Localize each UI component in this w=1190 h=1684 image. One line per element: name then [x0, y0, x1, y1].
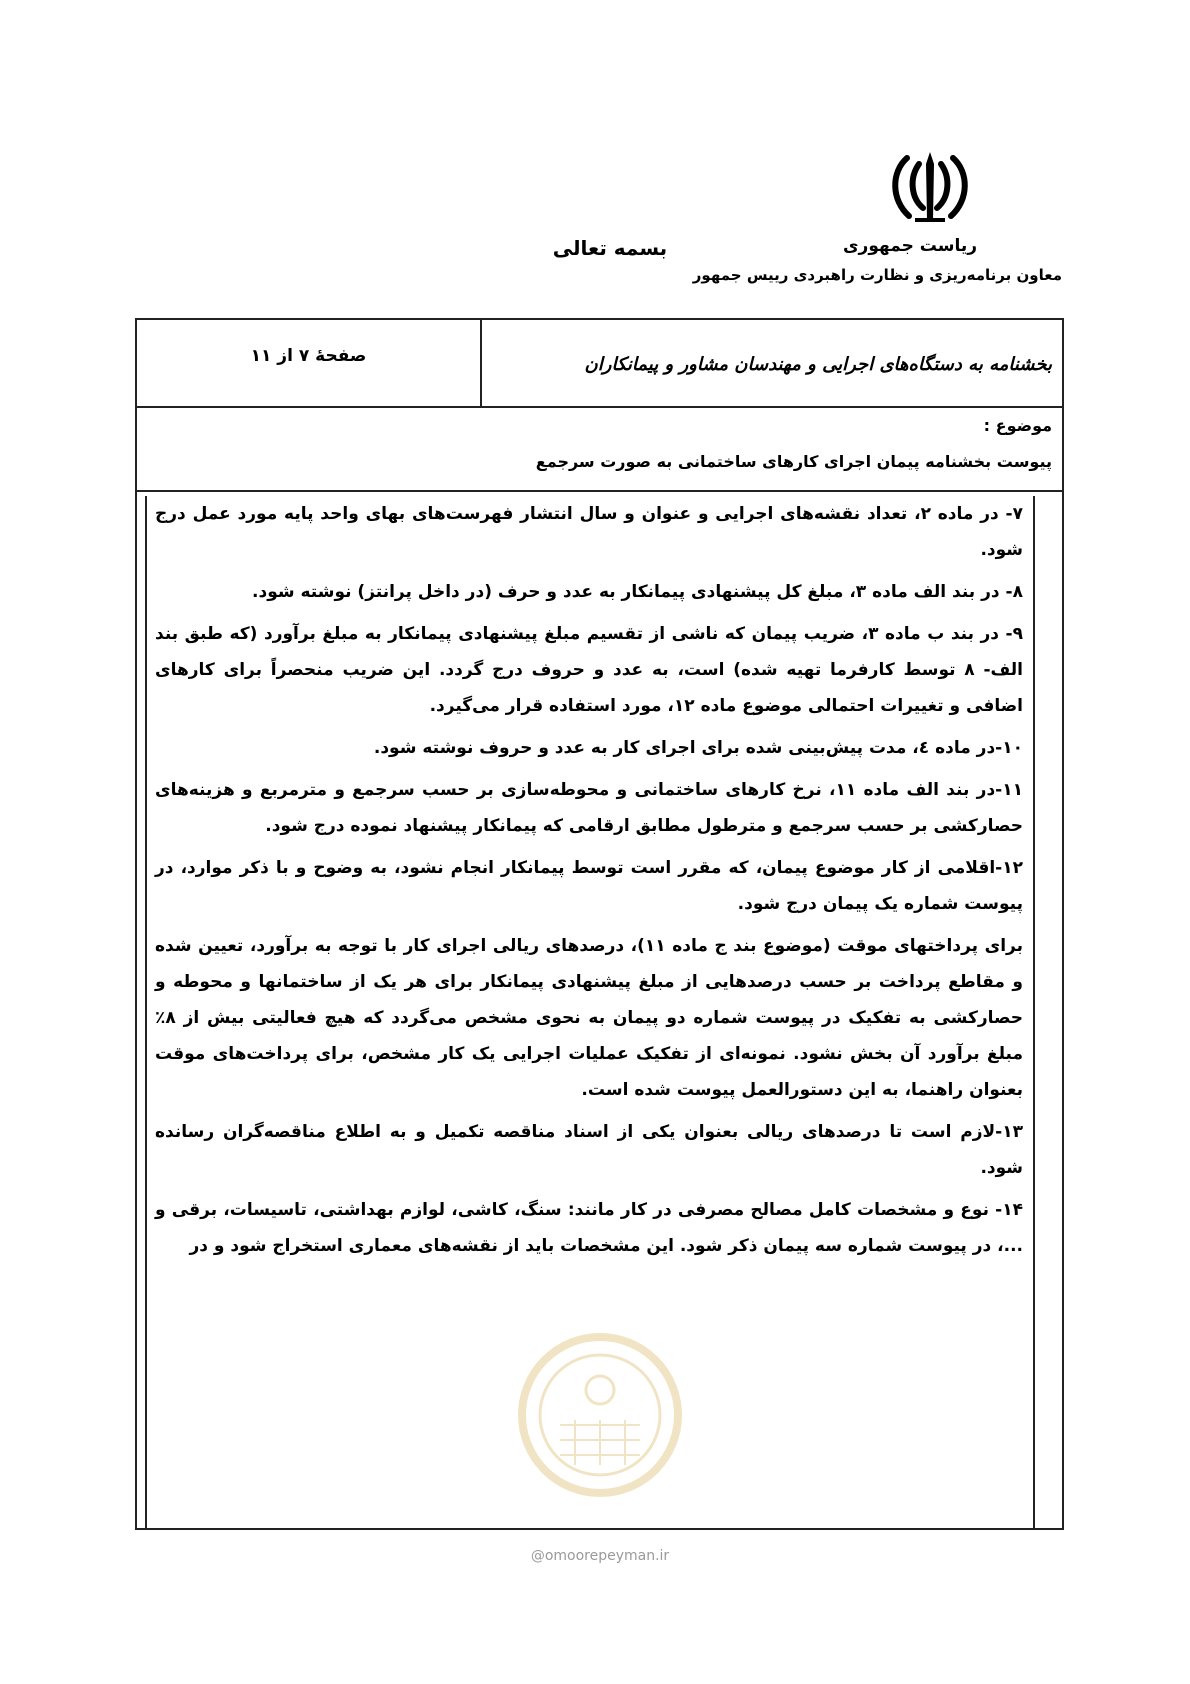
subject-label: موضوع : [983, 416, 1052, 435]
paragraph-temporary-payments: برای پرداختهای موقت (موضوع بند ج ماده ۱۱)، درصدهای ریالی اجرای کار با توجه به برآورد، تعیین شده و مقاطع پرداخت بر حسب درصدهایی از مبلغ پیشنهادی پیمانکار برای هر یک از ساختمانها و محوطه و حصارکشی به تفکیک در پیوست شماره دو پیمان به نحوی مشخص می‌گردد که هیچ فعالیتی بیش از ۸٪ مبلغ برآورد آن بخش نشود. نمونه‌ای از تفکیک عملیات اجرایی یک کار مشخص، برای پرداخت‌های موقت بعنوان راهنما، به این دستورالعمل پیوست شده است. [155, 936, 1023, 1100]
subject-row [137, 406, 1062, 492]
iran-emblem-icon [885, 150, 975, 225]
item-12: ۱۲-اقلامی از کار موضوع پیمان، که مقرر است توسط پیمانکار انجام نشود، به وضوح و با ذکر موارد، در پیوست شماره یک پیمان درج شود. [155, 858, 1023, 914]
item-9: ۹- در بند ب ماده ۳، ضریب پیمان که ناشی از تقسیم مبلغ پیشنهادی پیمانکار به مبلغ برآورد (که طبق بند الف- ۸ توسط کارفرما تهیه شده) است، به عدد و حروف درج گردد. این ضریب منحصراً برای کارهای اضافی و تغییرات احتمالی موضوع ماده ۱۲، مورد استفاده قرار می‌گیرد. [155, 624, 1023, 716]
item-14: ۱۴- نوع و مشخصات کامل مصالح مصرفی در کار مانند: سنگ، کاشی، لوازم بهداشتی، تاسیسات، برقی و ...، در پیوست شماره سه پیمان ذکر شود. این مشخصات باید از نقشه‌های معماری استخراج شود و در [155, 1200, 1023, 1256]
circular-title: بخشنامه به دستگاه‌های اجرایی و مهندسان مشاور و پیمانکاران [584, 354, 1052, 375]
instruction-list [155, 496, 1023, 1270]
page-number: صفحهٔ ۷ از ۱۱ [250, 346, 367, 366]
item-7: ۷- در ماده ۲، تعداد نقشه‌های اجرایی و عنوان و سال انتشار فهرست‌های بهای واحد پایه مورد عمل درج شود. [155, 504, 1024, 560]
item-8: ۸- در بند الف ماده ۳، مبلغ کل پیشنهادی پیمانکار به عدد و حرف (در داخل پرانتز) نوشته شود. [252, 582, 1023, 602]
presidency-title: ریاست جمهوری [842, 236, 978, 256]
item-10: ۱۰-در ماده ٤، مدت پیش‌بینی شده برای اجرای کار به عدد و حروف نوشته شود. [373, 738, 1023, 758]
item-11: ۱۱-در بند الف ماده ۱۱، نرخ کارهای ساختمانی و محوطه‌سازی بر حسب سرجمع و مترمربع و هزینه‌های حصارکشی بر حسب سرجمع و مترطول مطابق ارقامی که پیمانکار پیشنهاد نموده درج شود. [155, 780, 1023, 836]
omoorepeyman-seal-icon [515, 1330, 685, 1500]
deputy-office: معاون برنامه‌ریزی و نظارت راهبردی رییس جمهور [692, 266, 1062, 284]
title-row [137, 320, 1062, 408]
subject-text: پیوست بخشنامه پیمان اجرای کارهای ساختمانی به صورت سرجمع [535, 452, 1052, 471]
website-watermark: @omoorepeyman.ir [530, 1548, 670, 1564]
item-13: ۱۳-لازم است تا درصدهای ریالی بعنوان یکی از اسناد مناقصه تکمیل و به اطلاع مناقصه‌گران رسانده شود. [155, 1122, 1023, 1178]
basmala-heading: بسمه تعالی [552, 236, 668, 260]
page-number-cell [137, 320, 482, 406]
